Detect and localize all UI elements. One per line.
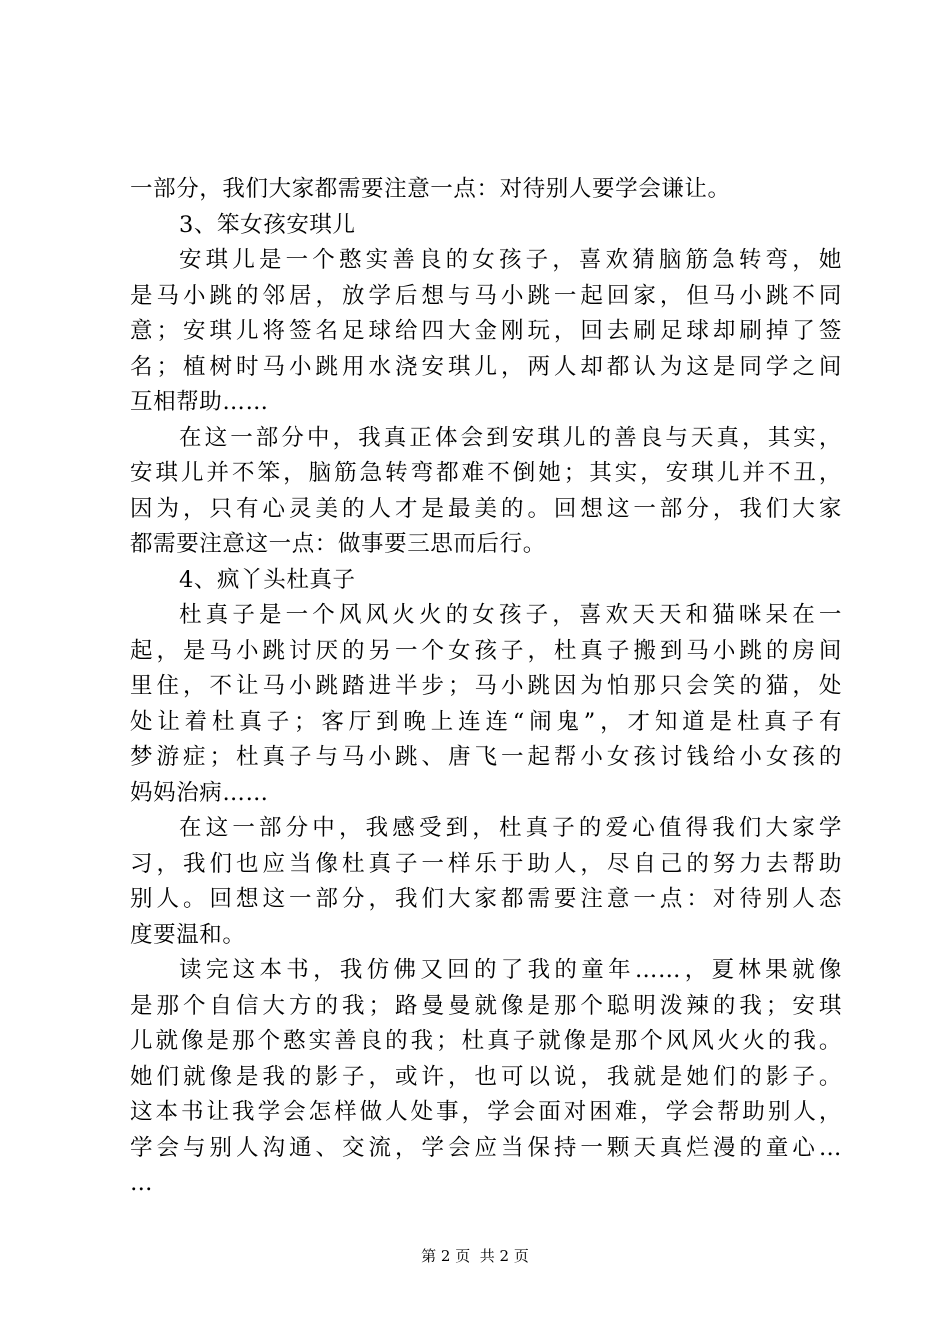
text-line: 是马小跳的邻居，放学后想与马小跳一起回家，但马小跳不同 <box>130 282 842 309</box>
text-line: 处让着杜真子；客厅到晚上连连“闹鬼”，才知道是杜真子有 <box>130 708 842 735</box>
text-line: 名；植树时马小跳用水浇安琪儿，两人却都认为这是同学之间 <box>130 353 842 380</box>
text-line: 在这一部分中，我真正体会到安琪儿的善良与天真，其实， <box>179 424 842 451</box>
text-line: 起，是马小跳讨厌的另一个女孩子，杜真子搬到马小跳的房间 <box>130 637 842 664</box>
text-line: 妈妈治病…… <box>130 779 269 806</box>
text-line: 她们就像是我的影子，或许，也可以说，我就是她们的影子。 <box>130 1063 842 1090</box>
text-line: 度要温和。 <box>130 921 246 948</box>
text-line: 互相帮助…… <box>130 389 269 415</box>
text-line: 习，我们也应当像杜真子一样乐于助人，尽自己的努力去帮助 <box>130 850 842 877</box>
text-line: 里住，不让马小跳踏进半步；马小跳因为怕那只会笑的猫，处 <box>130 673 842 699</box>
text-line: 安琪儿是一个憨实善良的女孩子，喜欢猜脑筋急转弯，她 <box>179 247 842 273</box>
text-line: 安琪儿并不笨，脑筋急转弯都难不倒她；其实，安琪儿并不丑， <box>130 460 842 486</box>
text-line: 因为，只有心灵美的人才是最美的。回想这一部分，我们大家 <box>130 495 842 522</box>
text-line: 杜真子是一个风风火火的女孩子，喜欢天天和猫咪呆在一 <box>179 602 842 628</box>
text-line: 这本书让我学会怎样做人处事，学会面对困难，学会帮助别人， <box>130 1099 842 1125</box>
text-line: 是那个自信大方的我；路曼曼就像是那个聪明泼辣的我；安琪 <box>130 992 842 1019</box>
page-footer: 第 2 页 共 2 页 <box>421 1247 529 1265</box>
text-line: 学会与别人沟通、交流，学会应当保持一颗天真烂漫的童心… <box>130 1134 842 1161</box>
text-line: 意；安琪儿将签名足球给四大金刚玩，回去刷足球却刷掉了签 <box>130 318 842 344</box>
text-line: 一部分，我们大家都需要注意一点：对待别人要学会谦让。 <box>130 176 731 202</box>
text-line: 儿就像是那个憨实善良的我；杜真子就像是那个风风火火的我。 <box>130 1028 842 1054</box>
section-heading: 4、疯丫头杜真子 <box>179 566 356 593</box>
text-line: … <box>130 1170 154 1196</box>
text-line: 读完这本书，我仿佛又回的了我的童年……，夏林果就像 <box>179 957 842 983</box>
text-line: 梦游症；杜真子与马小跳、唐飞一起帮小女孩讨钱给小女孩的 <box>130 744 842 770</box>
text-line: 别人。回想这一部分，我们大家都需要注意一点：对待别人态 <box>130 886 842 912</box>
document-body <box>130 172 842 1202</box>
section-heading: 3、笨女孩安琪儿 <box>179 211 356 238</box>
text-line: 在这一部分中，我感受到，杜真子的爱心值得我们大家学 <box>179 815 842 841</box>
text-line: 都需要注意这一点：做事要三思而后行。 <box>130 531 546 557</box>
